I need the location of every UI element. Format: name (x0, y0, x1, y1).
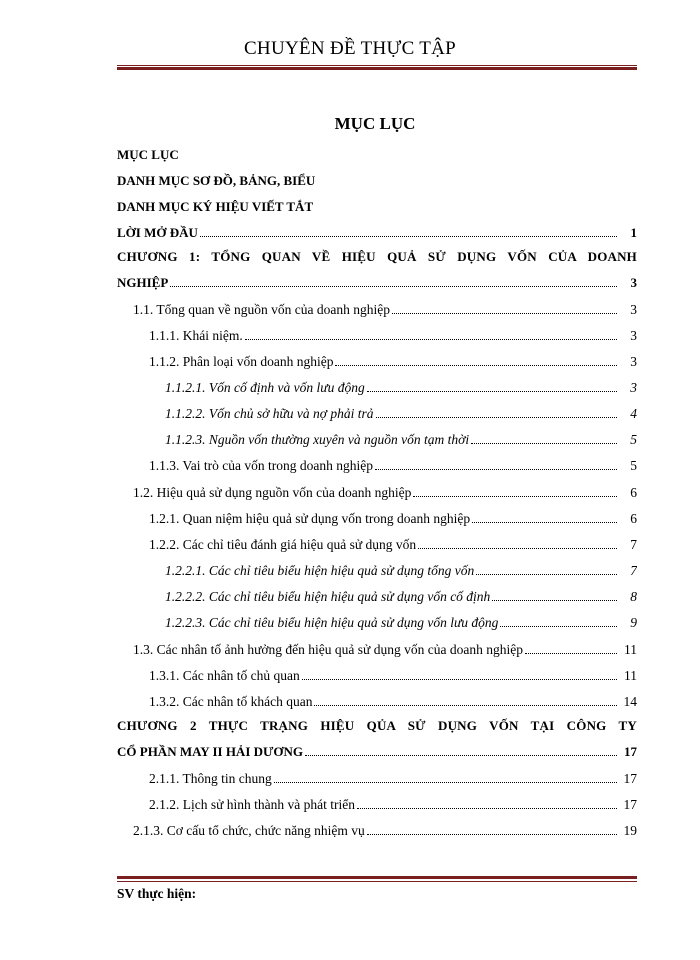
toc-entry: 1.2.1. Quan niệm hiệu quả sử dụng vốn trong doanh nghiệp 6 (149, 511, 637, 526)
toc-entry: 1.1.2.1. Vốn cố định và vốn lưu động 3 (165, 380, 637, 395)
toc-entry: 1.1.2. Phân loại vốn doanh nghiệp 3 (149, 354, 637, 369)
toc-entry: 1.1.2.3. Nguồn vốn thường xuyên và nguồn vốn tạm thời 5 (165, 432, 637, 447)
toc-item-danh-muc-ky-hieu: DANH MỤC KÝ HIỆU VIẾT TẮT (117, 199, 314, 214)
toc-entry: 1.2.2.2. Các chỉ tiêu biểu hiện hiệu quả sử dụng vốn cố định 8 (165, 589, 637, 604)
footer-rule-thick (117, 876, 637, 879)
toc-item-danh-muc-so-do: DANH MỤC SƠ ĐỒ, BẢNG, BIỂU (117, 173, 316, 188)
toc-entry: 2.1.1. Thông tin chung 17 (149, 771, 637, 786)
toc-entry: 1.1.2.2. Vốn chủ sở hữu và nợ phải trả 4 (165, 406, 637, 421)
page-header-title: CHUYÊN ĐỀ THỰC TẬP (243, 38, 457, 59)
header-rule-thick (117, 67, 637, 70)
header-rule-thin (117, 65, 637, 66)
toc-entry-chapter2-line1: CHƯƠNG 2 THỰC TRẠNG HIỆU QỦA SỬ DỤNG VỐN TẠI CÔNG TY (117, 718, 637, 733)
toc-entry: 1.3.1. Các nhân tố chủ quan 11 (149, 668, 637, 683)
toc-entry: 1.1.1. Khái niệm. 3 (149, 328, 637, 343)
toc-entry: CỔ PHẦN MAY II HẢI DƯƠNG 17 (117, 744, 637, 759)
toc-title: MỤC LỤC (334, 114, 416, 133)
toc-entry: 1.2.2.3. Các chỉ tiêu biểu hiện hiệu quả sử dụng vốn lưu động 9 (165, 615, 637, 630)
toc-entry: 1.1. Tổng quan về nguồn vốn của doanh nghiệp 3 (133, 302, 637, 317)
toc-entry: NGHIỆP 3 (117, 275, 637, 290)
toc-entry: 2.1.3. Cơ cấu tổ chức, chức năng nhiệm vụ 19 (133, 823, 637, 838)
toc-entry: 1.3.2. Các nhân tố khách quan 14 (149, 694, 637, 709)
toc-entry: 1.2.2. Các chỉ tiêu đánh giá hiệu quả sử dụng vốn 7 (149, 537, 637, 552)
toc-item-muc-luc: MỤC LỤC (117, 147, 179, 162)
footer-rule-thin (117, 881, 637, 882)
toc-entry: 1.3. Các nhân tố ảnh hưởng đến hiệu quả sử dụng vốn của doanh nghiệp 11 (133, 642, 637, 657)
toc-entry: 1.1.3. Vai trò của vốn trong doanh nghiệp 5 (149, 458, 637, 473)
toc-entry: 2.1.2. Lịch sử hình thành và phát triển 17 (149, 797, 637, 812)
toc-entry: LỜI MỞ ĐẦU 1 (117, 225, 637, 240)
toc-entry-chapter1-line1: CHƯƠNG 1: TỔNG QUAN VỀ HIỆU QUẢ SỬ DỤNG VỐN CỦA DOANH (117, 249, 637, 264)
toc-entry: 1.2.2.1. Các chỉ tiêu biểu hiện hiệu quả sử dụng tổng vốn 7 (165, 563, 637, 578)
footer-student-label: SV thực hiện: (117, 886, 197, 901)
toc-entry: 1.2. Hiệu quả sử dụng nguồn vốn của doanh nghiệp 6 (133, 485, 637, 500)
